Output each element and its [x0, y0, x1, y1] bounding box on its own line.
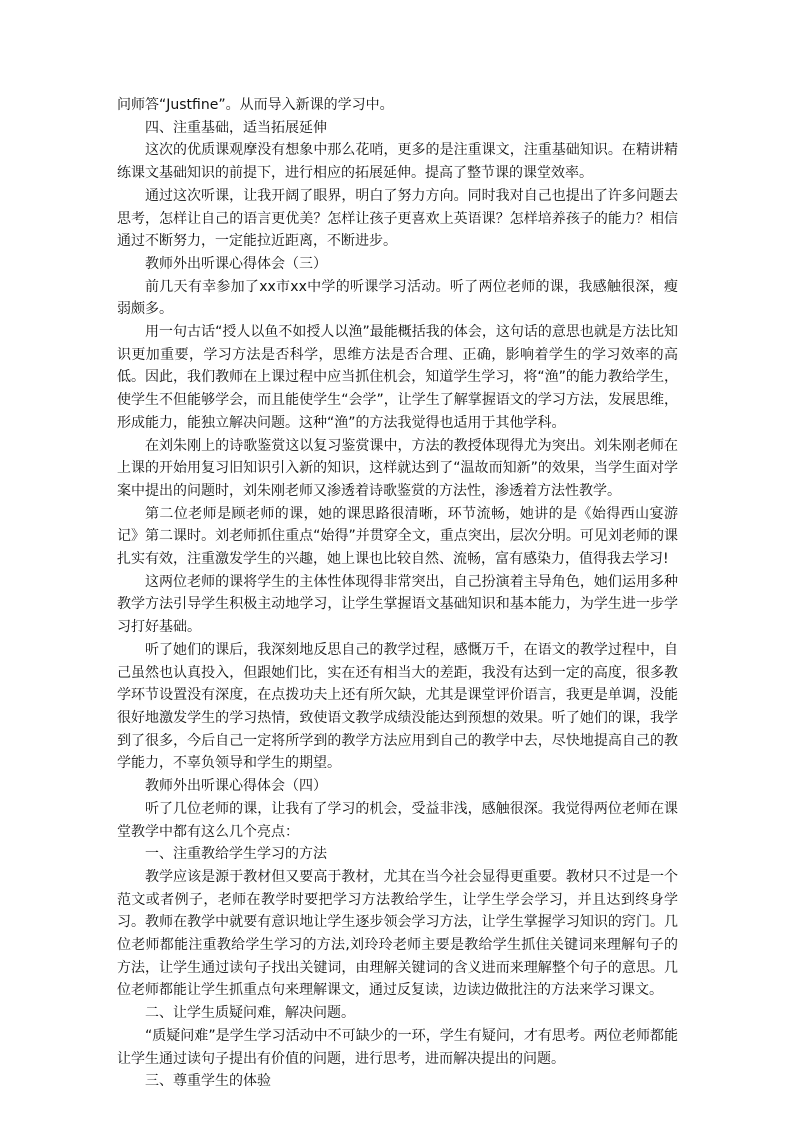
paragraph: “质疑问难”是学生学习活动中不可缺少的一环，学生有疑问，才有思考。两位老师都能让学生通过读句子提出有价值的问题，进行思考，进而解决提出的问题。 — [117, 1027, 678, 1067]
section-heading: 二、让学生质疑问难，解决问题。 — [145, 1005, 355, 1022]
paragraph: 通过这次听课，让我开阔了眼界，明白了努力方向。同时我对自己也提出了许多问题去思考，怎样让自己的语言更优美？怎样让孩子更喜欢上英语课？怎样培养孩子的能力？相信通过不断努力，一定能拉近距离，不断进步。 — [117, 187, 678, 250]
paragraph: 问师答“Justfine”。从而导入新课的学习中。 — [117, 97, 394, 113]
section-heading: 一、注重教给学生学习的方法 — [145, 846, 327, 863]
paragraph: 听了几位老师的课，让我有了学习的机会，受益非浅，感触很深。我觉得两位老师在课堂教学中都有这么几个亮点： — [117, 800, 678, 840]
paragraph: 教学应该是源于教材但又要高于教材，尤其在当今社会显得更重要。教材只不过是一个范文或者例子，老师在教学时要把学习方法教给学生，让学生学会学习，并且达到终身学习。教师在教学中就要有意识地让学生逐步领会学习方法，让学生掌握学习知识的窍门。几位老师都能注重教给学生学习的方法,刘玲玲老师主要是教给学生抓住关键词来理解句子的方法，让学生通过读句子找出关键词，由理解关键词的含义进而来理解整个句子的意思。几位老师都能让学生抓重点句来理解课文，通过反复读，边读边做批注的方法来学习课文。 — [117, 868, 678, 999]
paragraph: 第二位老师是顾老师的课，她的课思路很清晰，环节流畅，她讲的是《始得西山宴游记》第二课时。刘老师抓住重点“始得”并贯穿全文，重点突出，层次分明。可见刘老师的课扎实有效，注重激发学生的兴趣，她上课也比较自然、流畅，富有感染力，值得我去学习! — [117, 505, 678, 568]
section-title: 教师外出听课心得体会（四） — [145, 778, 327, 795]
paragraph: 听了她们的课后，我深刻地反思自己的教学过程，感慨万千，在语文的教学过程中，自己虽然也认真投入，但跟她们比，实在还有相当大的差距，我没有达到一定的高度，很多教学环节设置没有深度，在点拨功夫上还有所欠缺，尤其是课堂评价语言，我更是单调，没能很好地激发学生的学习热情，致使语文教学成绩没能达到预想的效果。听了她们的课，我学到了很多，今后自己一定将所学到的教学方法应用到自己的教学中去，尽快地提高自己的教学能力，不辜负领导和学生的期望。 — [117, 641, 678, 772]
paragraph: 这两位老师的课将学生的主体性体现得非常突出，自己扮演着主导角色，她们运用多种教学方法引导学生积极主动地学习，让学生掌握语文基础知识和基本能力，为学生进一步学习打好基础。 — [117, 573, 678, 636]
section-title: 教师外出听课心得体会（三） — [145, 255, 327, 272]
paragraph: 前几天有幸参加了xx市xx中学的听课学习活动。听了两位老师的课，我感触很深，瘦弱颇多。 — [117, 278, 678, 318]
paragraph: 这次的优质课观摩没有想象中那么花哨，更多的是注重课文，注重基础知识。在精讲精练课文基础知识的前提下，进行相应的拓展延伸。提高了整节课的课堂效率。 — [117, 142, 678, 182]
paragraph: 在刘朱刚上的诗歌鉴赏这以复习鉴赏课中，方法的教授体现得尤为突出。刘朱刚老师在上课的开始用复习旧知识引入新的知识，这样就达到了“温故而知新”的效果，当学生面对学案中提出的问题时，刘朱刚老师又渗透着诗歌鉴赏的方法性，渗透着方法性教学。 — [117, 437, 678, 499]
paragraph: 用一句古话“授人以鱼不如授人以渔”最能概括我的体会，这句话的意思也就是方法比知识更加重要，学习方法是否科学，思维方法是否合理、正确，影响着学生的学习效率的高低。因此，我们教师在上课过程中应当抓住机会，知道学生学习，将“渔”的能力教给学生，使学生不但能够学会，而且能使学生“会学”，让学生了解掌握语文的学习方法，发展思维，形成能力，能独立解决问题。这种“渔”的方法我觉得也适用于其他学科。 — [117, 324, 678, 431]
section-heading: 三、尊重学生的体验 — [145, 1073, 271, 1090]
section-heading: 四、注重基础，适当拓展延伸 — [145, 119, 327, 136]
document-body — [117, 94, 678, 1093]
